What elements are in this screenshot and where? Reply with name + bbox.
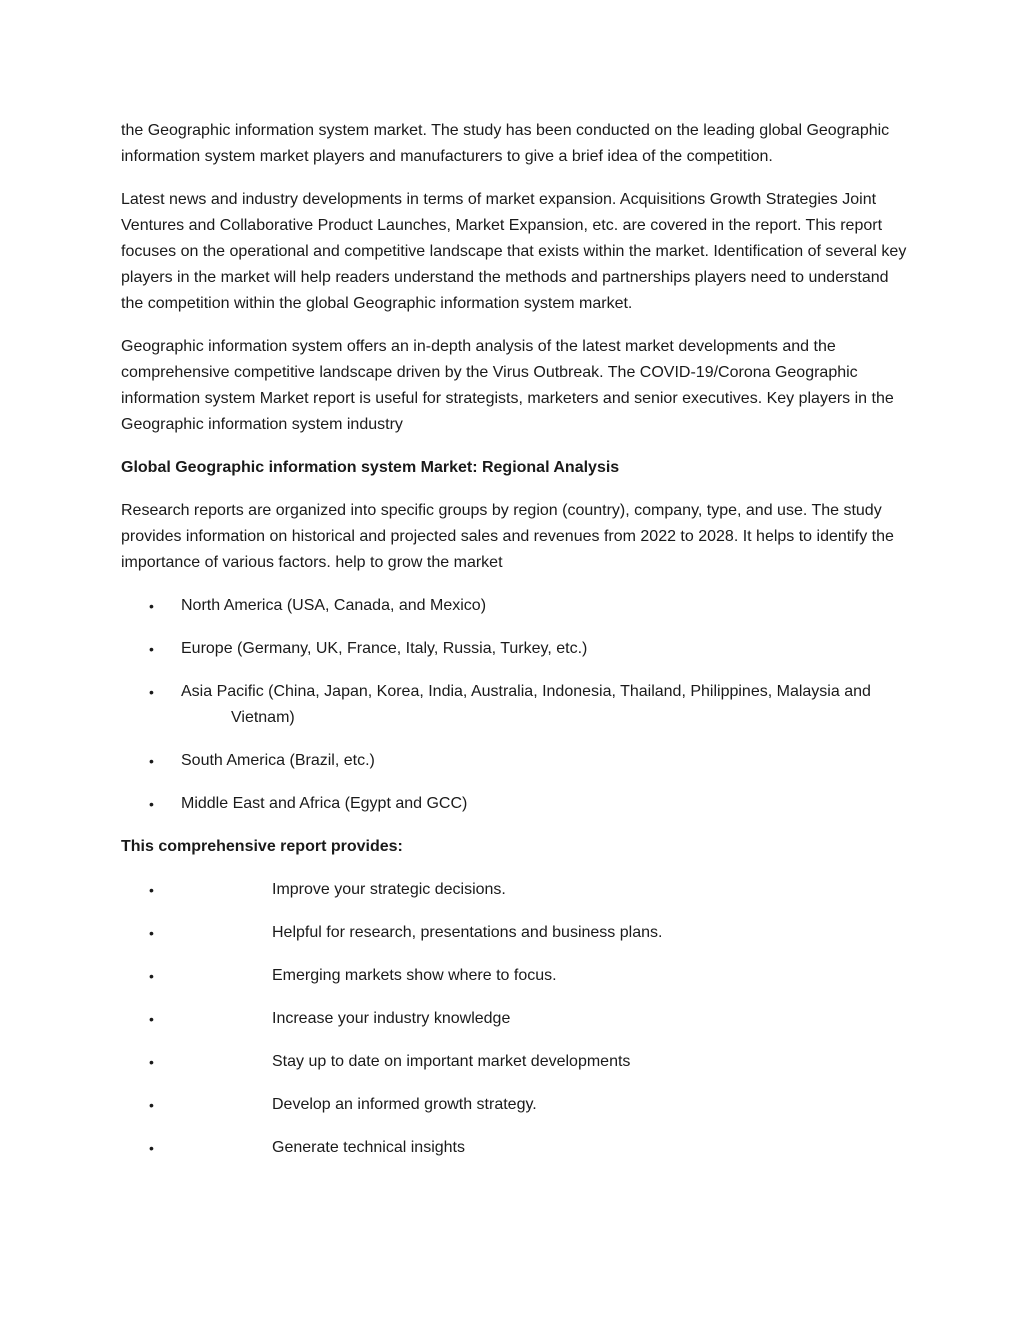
bullet-icon: • — [149, 598, 154, 614]
benefit-label: Helpful for research, presentations and business plans. — [272, 924, 663, 941]
bullet-icon: • — [149, 882, 154, 898]
region-label: Europe (Germany, UK, France, Italy, Russia, Turkey, etc.) — [181, 640, 588, 657]
list-item — [121, 1135, 907, 1161]
list-item — [121, 593, 907, 619]
list-item — [121, 791, 907, 817]
bullet-icon: • — [149, 1011, 154, 1027]
list-item — [121, 877, 907, 903]
bullet-icon: • — [149, 1140, 154, 1156]
bullet-icon: • — [149, 641, 154, 657]
bullet-icon: • — [149, 684, 154, 700]
report-provides-heading: This comprehensive report provides: — [121, 838, 403, 855]
region-label: Asia Pacific (China, Japan, Korea, India, Australia, Indonesia, Thailand, Philippines, Malaysia and Vietnam) — [181, 683, 871, 726]
benefits-list — [121, 877, 907, 1161]
bullet-icon: • — [149, 1054, 154, 1070]
benefit-label: Generate technical insights — [272, 1139, 465, 1156]
list-item — [121, 1092, 907, 1118]
list-item — [121, 748, 907, 774]
region-label: North America (USA, Canada, and Mexico) — [181, 597, 487, 614]
list-item — [121, 1006, 907, 1032]
bullet-icon: • — [149, 968, 154, 984]
region-label: South America (Brazil, etc.) — [181, 752, 375, 769]
list-item — [121, 636, 907, 662]
paragraph-research: Research reports are organized into specific groups by region (country), company, type, and use. The study provides information on historical and projected sales and revenues from 2022 to 2028. It helps to identify the importance of various factors. help to grow the market — [121, 502, 894, 571]
benefit-label: Develop an informed growth strategy. — [272, 1096, 537, 1113]
benefit-label: Emerging markets show where to focus. — [272, 967, 557, 984]
region-label: Middle East and Africa (Egypt and GCC) — [181, 795, 468, 812]
benefit-label: Stay up to date on important market developments — [272, 1053, 631, 1070]
benefit-label: Increase your industry knowledge — [272, 1010, 511, 1027]
bullet-icon: • — [149, 925, 154, 941]
paragraph-analysis: Geographic information system offers an in-depth analysis of the latest market developments and the comprehensive competitive landscape driven by the Virus Outbreak. The COVID-19/Corona Geographic information system Market report is useful for strategists, marketers and senior executives. Key players in the Geographic information system industry — [121, 338, 894, 433]
bullet-icon: • — [149, 753, 154, 769]
paragraph-news: Latest news and industry developments in terms of market expansion. Acquisitions Growth Strategies Joint Ventures and Collaborative Product Launches, Market Expansion, etc. are covered in the report. This report focuses on the operational and competitive landscape that exists within the market. Identification of several key players in the market will help readers understand the methods and partnerships players need to understand the competition within the global Geographic information system market. — [121, 191, 907, 312]
document-page — [121, 118, 907, 1178]
list-item — [121, 963, 907, 989]
paragraph-intro: the Geographic information system market. The study has been conducted on the leading global Geographic information system market players and manufacturers to give a brief idea of the competition. — [121, 122, 890, 165]
list-item — [121, 1049, 907, 1075]
bullet-icon: • — [149, 1097, 154, 1113]
regions-list — [121, 593, 907, 817]
benefit-label: Improve your strategic decisions. — [272, 881, 506, 898]
list-item — [121, 920, 907, 946]
regional-analysis-heading: Global Geographic information system Market: Regional Analysis — [121, 459, 620, 476]
bullet-icon: • — [149, 796, 154, 812]
list-item — [121, 679, 907, 731]
